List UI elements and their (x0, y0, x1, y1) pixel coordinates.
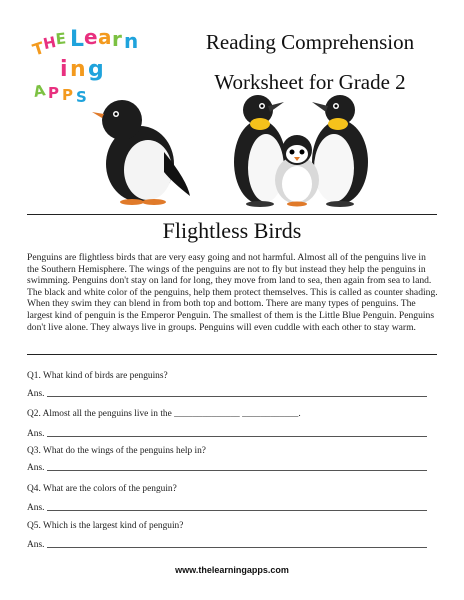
svg-text:n: n (70, 57, 86, 82)
website-footer: www.thelearningapps.com (175, 565, 289, 575)
divider-bottom (27, 354, 437, 355)
worksheet-title-line1: Reading Comprehension (205, 30, 415, 54)
question-1: Q1. What kind of birds are penguins? (27, 371, 168, 381)
svg-text:P: P (48, 84, 59, 102)
answer-label: Ans. (27, 503, 45, 513)
answer-line-2[interactable] (27, 429, 439, 439)
question-2: Q2. Almost all the penguins live in the ______________ ____________. (27, 409, 301, 419)
answer-line-3[interactable] (27, 463, 439, 473)
reading-passage: Penguins are flightless birds that are very easy going and not harmful. Almost all of the penguins live in the Southern Hemisphere. The wings of the penguins are not to fly but instead they help the penguins in swimming. Penguins don't stay on land for long, they move from land to sea, then again from sea to land. The black and white color of the penguins, help them protect themselves. This is called as counter shading. When they swim they can blend in from both top and bottom. There are many types of penguins. The largest kind of penguin is the Emperor Penguin. The smallest of them is the Little Blue Penguin. Penguins don't live alone. They always live in groups. Penguins will even cuddle with each other to stay warm. (27, 252, 438, 333)
adelie-penguin-image (92, 100, 190, 205)
svg-text:i: i (60, 57, 68, 82)
svg-text:A: A (32, 81, 47, 101)
question-4: Q4. What are the colors of the penguin? (27, 484, 177, 494)
svg-text:P: P (62, 86, 73, 104)
svg-text:E: E (54, 29, 67, 49)
svg-text:S: S (76, 88, 87, 106)
question-3: Q3. What do the wings of the penguins help in? (27, 446, 206, 456)
answer-line-5[interactable] (27, 540, 439, 550)
answer-line-4[interactable] (27, 503, 439, 513)
answer-label: Ans. (27, 389, 45, 399)
answer-label: Ans. (27, 463, 45, 473)
emperor-penguin-image (312, 95, 368, 207)
svg-text:T: T (30, 38, 47, 60)
svg-text:g: g (88, 57, 104, 82)
passage-title: Flightless Birds (162, 218, 302, 243)
question-5: Q5. Which is the largest kind of penguin? (27, 521, 184, 531)
svg-text:L: L (70, 27, 85, 52)
worksheet-title-line2: Worksheet for Grade 2 (214, 70, 406, 94)
svg-text:n: n (124, 29, 139, 53)
answer-label: Ans. (27, 429, 45, 439)
svg-text:r: r (112, 27, 122, 51)
penguins-illustration (92, 92, 372, 207)
answer-line-1[interactable] (27, 389, 439, 399)
divider-top (27, 214, 437, 215)
svg-text:a: a (98, 25, 112, 49)
svg-text:H: H (41, 32, 58, 54)
svg-text:e: e (84, 25, 98, 49)
answer-label: Ans. (27, 540, 45, 550)
